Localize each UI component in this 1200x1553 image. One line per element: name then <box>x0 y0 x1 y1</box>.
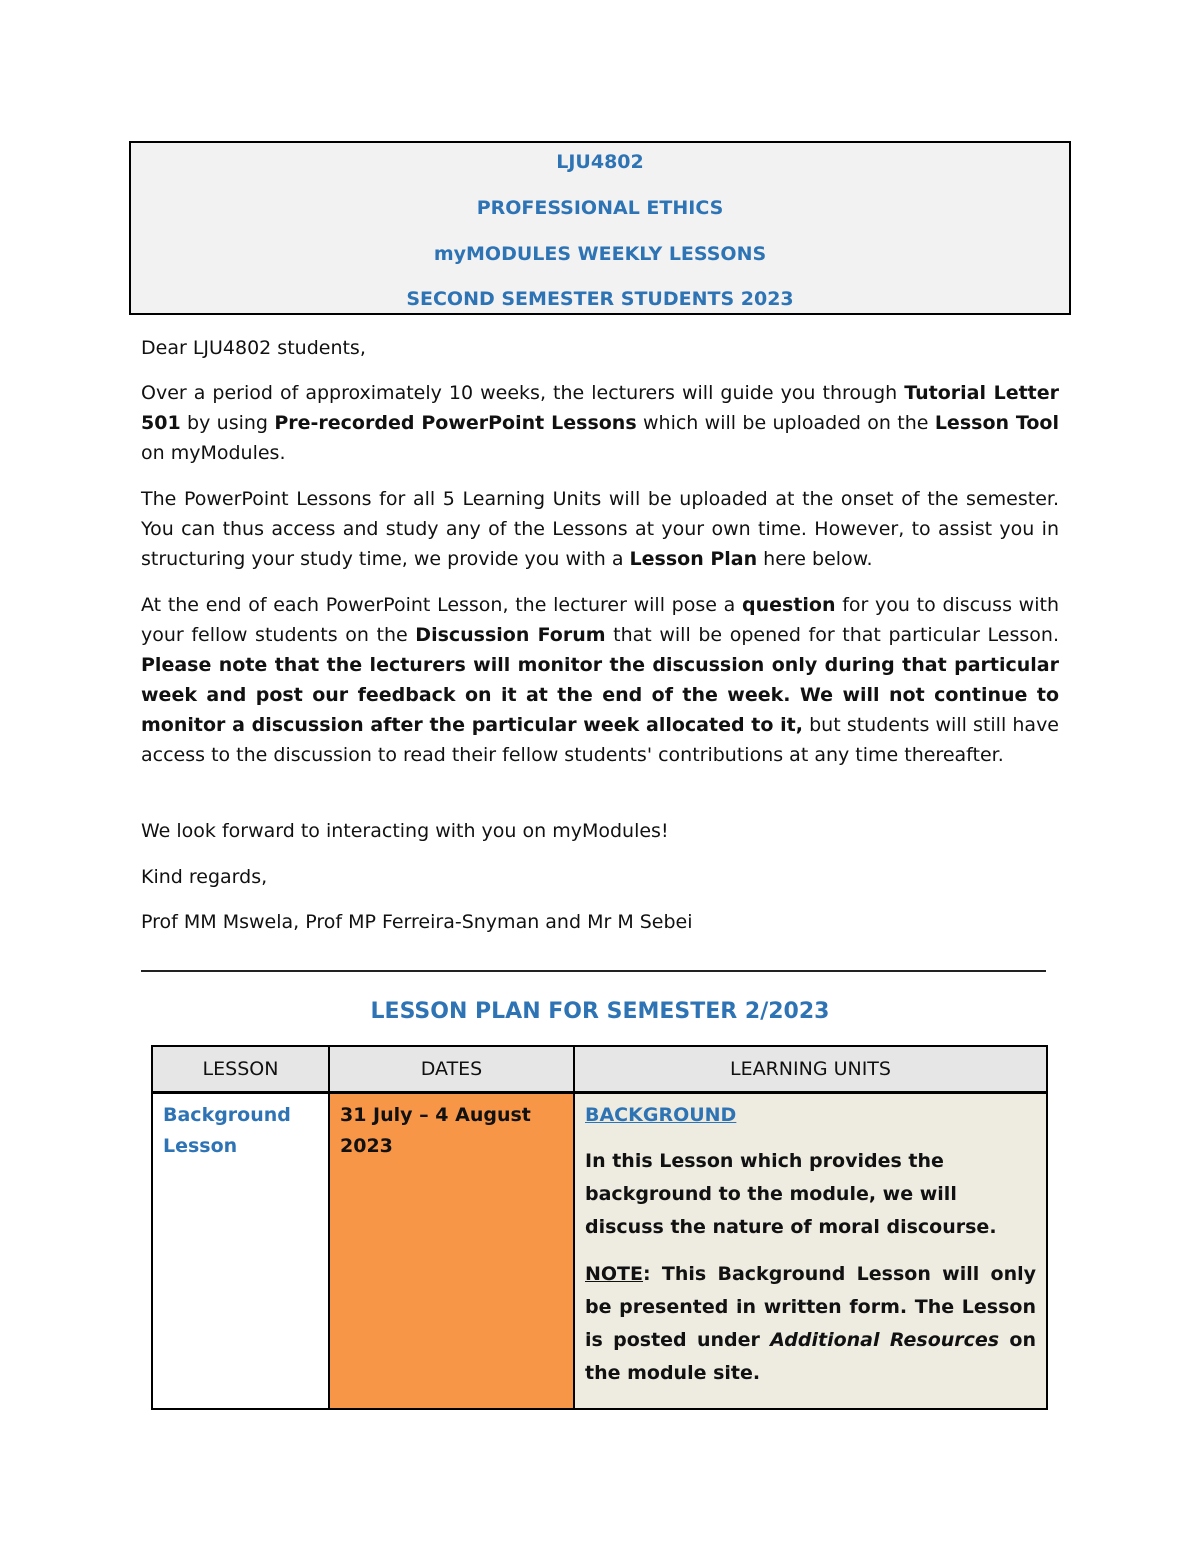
paragraph-lessons: The PowerPoint Lessons for all 5 Learning Units will be uploaded at the onset of the semester. You can thus access and study any of the Lessons at your own time. However, to assist you in structuring your study time, we provide you with a Lesson Plan here below. <box>141 488 1059 570</box>
semester-label: SECOND SEMESTER STUDENTS 2023 <box>406 288 794 310</box>
paragraph-closing: We look forward to interacting with you on myModules! <box>141 820 669 842</box>
paragraph-intro: Over a period of approximately 10 weeks, the lecturers will guide you through Tutorial Letter 501 by using Pre-recorded PowerPoint Lessons which will be uploaded on the Lesson Tool on myModules. <box>141 382 1059 464</box>
paragraph-discussion: At the end of each PowerPoint Lesson, the lecturer will pose a question for you to discuss with your fellow students on the Discussion Forum that will be opened for that particular Lesson. Please note that the lecturers will monitor the discussion only during that particular week and post our feedback on it at the end of the week. We will not continue to monitor a discussion after the particular week allocated to it, but students will still have access to the discussion to read their fellow students' contributions at any time thereafter. <box>141 594 1059 766</box>
signature: Prof MM Mswela, Prof MP Ferreira-Snyman and Mr M Sebei <box>141 911 693 933</box>
document-header <box>129 141 1071 315</box>
lesson-plan-title: LESSON PLAN FOR SEMESTER 2/2023 <box>370 999 830 1024</box>
table-row <box>152 1093 1047 1410</box>
dates-cell: 31 July – 4 August 2023 <box>329 1093 574 1410</box>
module-code: LJU4802 <box>556 151 644 173</box>
module-subtitle: myMODULES WEEKLY LESSONS <box>433 243 767 265</box>
divider <box>141 970 1046 972</box>
column-header-learning-units: LEARNING UNITS <box>574 1046 1047 1093</box>
background-link[interactable]: BACKGROUND <box>585 1104 737 1126</box>
lesson-plan-table <box>151 1045 1048 1410</box>
column-header-dates: DATES <box>329 1046 574 1093</box>
unit-note: NOTE: This Background Lesson will only be presented in written form. The Lesson is posted under Additional Resources on the module site. <box>585 1263 1036 1384</box>
column-header-lesson: LESSON <box>152 1046 329 1093</box>
lesson-cell: Background Lesson <box>152 1093 329 1410</box>
module-title: PROFESSIONAL ETHICS <box>476 197 724 219</box>
unit-description: In this Lesson which provides the background to the module, we will discuss the nature of moral discourse. <box>585 1150 997 1238</box>
learning-units-cell <box>574 1093 1047 1410</box>
closing: Kind regards, <box>141 866 268 888</box>
table-header-row <box>152 1046 1047 1093</box>
greeting: Dear LJU4802 students, <box>141 337 366 359</box>
